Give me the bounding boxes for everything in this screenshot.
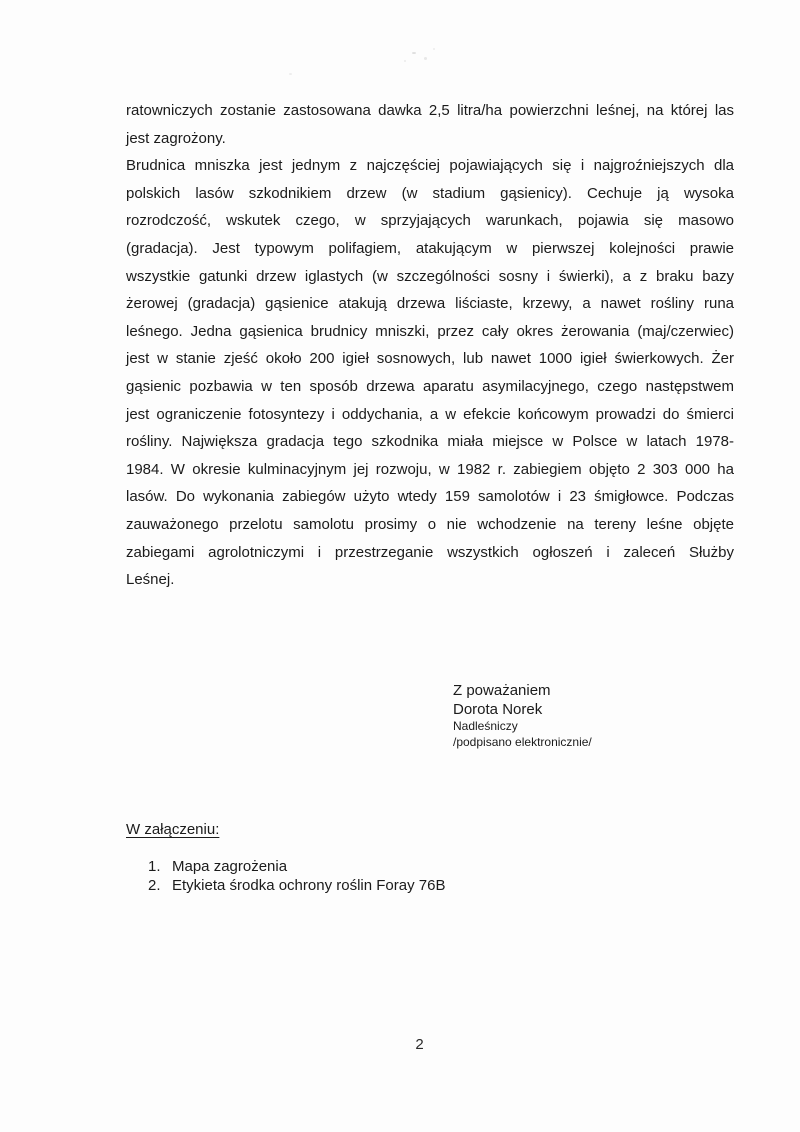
scan-artifact bbox=[433, 48, 435, 50]
body-line: ratowniczych zostanie zastosowana dawka 2,5 litra/ha powierzchni leśnej, na której las bbox=[126, 102, 734, 119]
body-line: 1984. W okresie kulminacyjnym jej rozwoju, w 1982 r. zabiegiem objęto 2 303 000 ha bbox=[126, 460, 734, 478]
body-line: zauważonego przelotu samolotu prosimy o nie wchodzenie na tereny leśne objęte bbox=[126, 515, 734, 533]
scan-artifact bbox=[289, 73, 292, 75]
body-line: gąsienic pozbawia w ten sposób drzewa aparatu asymilacyjnego, czego następstwem bbox=[126, 377, 734, 395]
attachment-item bbox=[126, 858, 445, 877]
attachment-label: Mapa zagrożenia bbox=[172, 858, 288, 875]
attachments-list bbox=[126, 858, 445, 895]
attachment-item bbox=[126, 877, 445, 896]
body-line: Brudnica mniszka jest jednym z najczęściej pojawiających się i najgroźniejszych dla bbox=[126, 157, 734, 175]
body-line: jest zagrożony. bbox=[126, 129, 226, 147]
attachment-number: 1. bbox=[148, 858, 161, 875]
body-line: polskich lasów szkodnikiem drzew (w stadium gąsienicy). Cechuje ją wysoka bbox=[126, 184, 734, 202]
attachments-heading: W załączeniu: bbox=[126, 821, 220, 838]
signature-block bbox=[453, 681, 592, 750]
body-line: jest ograniczenie fotosyntezy i oddychania, a w efekcie końcowym prowadzi do śmierci bbox=[126, 405, 734, 423]
scan-artifact bbox=[424, 57, 427, 60]
body-line: zabiegami agrolotniczymi i przestrzeganie wszystkich ogłoszeń i zaleceń Służby bbox=[126, 543, 734, 561]
signature-closing: Z poważaniem bbox=[453, 682, 551, 699]
body-line: Leśnej. bbox=[126, 571, 175, 589]
scan-artifact bbox=[404, 60, 406, 62]
letter-body bbox=[126, 97, 734, 594]
signature-name: Dorota Norek bbox=[453, 701, 543, 718]
page-number: 2 bbox=[415, 1036, 424, 1053]
body-line: lasów. Do wykonania zabiegów użyto wtedy 159 samolotów i 23 śmigłowce. Podczas bbox=[126, 488, 734, 506]
body-line: leśnego. Jedna gąsienica brudnicy mniszki, przez cały okres żerowania (maj/czerwiec) bbox=[126, 322, 734, 340]
attachment-number: 2. bbox=[148, 876, 161, 894]
signature-title: Nadleśniczy bbox=[453, 719, 518, 733]
paragraph-pest-description bbox=[126, 152, 734, 594]
paragraph-dosage bbox=[126, 97, 734, 152]
body-line: żerowej (gradacja) gąsienice atakują drzewa liściaste, krzewy, a nawet rośliny runa bbox=[126, 295, 734, 313]
scan-artifact bbox=[412, 52, 416, 54]
body-line: wszystkie gatunki drzew iglastych (w szczególności sosny i świerki), a z braku bazy bbox=[126, 267, 734, 285]
attachment-label: Etykieta środka ochrony roślin Foray 76B bbox=[172, 876, 446, 894]
body-line: rośliny. Największa gradacja tego szkodnika miała miejsce w Polsce w latach 1978- bbox=[126, 433, 734, 451]
body-line: rozrodczość, wskutek czego, w sprzyjających warunkach, pojawia się masowo bbox=[126, 212, 734, 230]
signature-electronic-note: /podpisano elektronicznie/ bbox=[453, 734, 592, 749]
body-line: (gradacja). Jest typowym polifagiem, atakującym w pierwszej kolejności prawie bbox=[126, 239, 734, 257]
attachments-section bbox=[126, 820, 445, 895]
body-line: jest w stanie zjeść około 200 igieł sosnowych, lub nawet 1000 igieł świerkowych. Żer bbox=[126, 350, 734, 368]
